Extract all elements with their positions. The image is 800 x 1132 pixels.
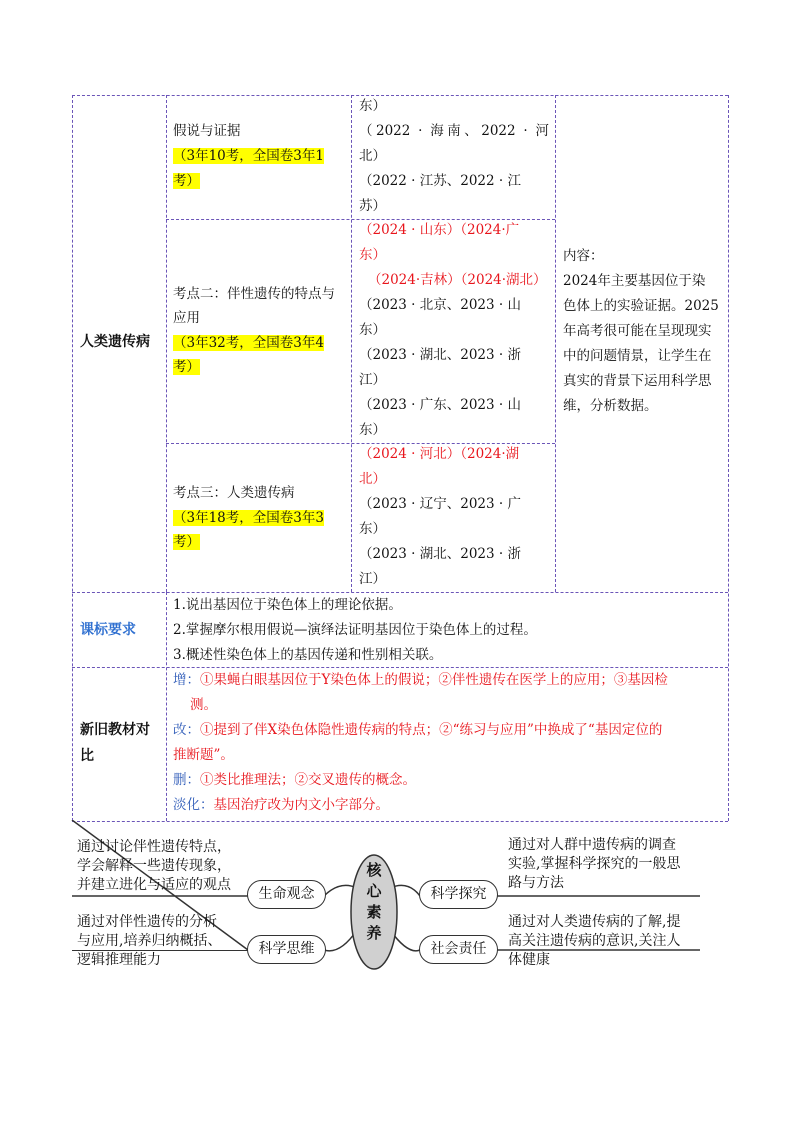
curriculum-item: 2.掌握摩尔根用假说—演绎法证明基因位于染色体上的过程。 bbox=[173, 622, 537, 638]
changed-content-cont: 推断题”。 bbox=[173, 747, 234, 763]
exam-line: 东） bbox=[359, 422, 386, 438]
topic-frequency-cont: 考） bbox=[173, 173, 200, 189]
topic-frequency-cont: 考） bbox=[173, 359, 200, 375]
scientific-inquiry-text: 通过对人群中遗传病的调查 实验,掌握科学探究的一般思 路与方法 bbox=[508, 837, 681, 891]
exam-line: （2023 · 湖北、2023 · 浙 bbox=[359, 546, 521, 562]
exam-line: 江） bbox=[359, 571, 386, 587]
curriculum-item: 1.说出基因位于染色体上的理论依据。 bbox=[173, 597, 402, 613]
exam-line-2024: 东） bbox=[359, 247, 386, 263]
exam-line: （2022 · 海南、2022 · 河 bbox=[359, 123, 549, 139]
life-concept-box: 生命观念 bbox=[247, 880, 326, 909]
added-content-cont: 测。 bbox=[190, 697, 217, 713]
social-responsibility-text: 通过对人类遗传病的了解,提 高关注遗传病的意识,关注人 体健康 bbox=[508, 914, 681, 968]
curriculum-label: 课标要求 bbox=[80, 622, 136, 638]
social-responsibility-box: 社会责任 bbox=[419, 935, 498, 964]
exam-line-2024: （2024 · 山东）（2024·广 bbox=[359, 222, 520, 238]
content-line: 真实的背景下运用科学思 bbox=[563, 373, 712, 389]
deleted-content: 删：①类比推理法；②交叉遗传的概念。 bbox=[173, 772, 416, 788]
topic-title: 假说与证据 bbox=[173, 123, 241, 139]
content-line: 年高考很可能在呈现现实 bbox=[563, 323, 712, 339]
exam-line: 东） bbox=[359, 322, 386, 338]
content-line: 中的问题情景，让学生在 bbox=[563, 348, 712, 364]
curriculum-item: 3.概述性染色体上的基因传递和性别相关联。 bbox=[173, 647, 443, 663]
scientific-thinking-box: 科学思维 bbox=[247, 935, 326, 964]
topic-frequency: （3年10考，全国卷3年1 bbox=[173, 148, 324, 164]
changed-content: 改：①提到了伴X染色体隐性遗传病的特点；②“练习与应用”中换成了“基因定位的 bbox=[173, 722, 663, 738]
exam-line-2024: 北） bbox=[359, 471, 386, 487]
content-line: 色体上的实验证据。2025 bbox=[563, 298, 719, 314]
scientific-thinking-text: 通过对伴性遗传的分析 与应用,培养归纳概括、 逻辑推理能力 bbox=[77, 914, 222, 968]
exam-line: 苏） bbox=[359, 198, 386, 214]
topic-title: 考点三：人类遗传病 bbox=[173, 485, 295, 501]
exam-line: 东） bbox=[359, 98, 386, 114]
topic-title-cont: 应用 bbox=[173, 310, 200, 326]
exam-line: （2023 · 辽宁、2023 · 广 bbox=[359, 496, 521, 512]
exam-line: （2023 · 广东、2023 · 山 bbox=[359, 397, 521, 413]
section-label: 人类遗传病 bbox=[80, 334, 150, 350]
scientific-inquiry-box: 科学探究 bbox=[419, 880, 498, 909]
comparison-label-cont: 比 bbox=[80, 748, 94, 764]
added-content: 增：①果蝇白眼基因位于Y染色体上的假说；②伴性遗传在医学上的应用；③基因检 bbox=[173, 672, 668, 688]
core-literacy-center: 核 心 素 养 bbox=[366, 861, 382, 942]
content-label: 内容： bbox=[563, 248, 604, 264]
exam-line: 东） bbox=[359, 521, 386, 537]
exam-line: （2023 · 北京、2023 · 山 bbox=[359, 297, 521, 313]
content-line: 2024年主要基因位于染 bbox=[563, 273, 706, 289]
content-line: 维，分析数据。 bbox=[563, 398, 658, 414]
exam-line: 江） bbox=[359, 372, 386, 388]
topic-frequency: （3年18考，全国卷3年3 bbox=[173, 510, 324, 526]
topic-frequency: （3年32考，全国卷3年4 bbox=[173, 335, 324, 351]
exam-line-2024: （2024 · 河北）（2024·湖 bbox=[359, 446, 520, 462]
topic-frequency-cont: 考） bbox=[173, 534, 200, 550]
exam-line: 北） bbox=[359, 148, 386, 164]
exam-line-2024: （2024·吉林）（2024·湖北） bbox=[368, 272, 547, 288]
exam-line: （2022 · 江苏、2022 · 江 bbox=[359, 173, 521, 189]
exam-line: （2023 · 湖北、2023 · 浙 bbox=[359, 347, 521, 363]
comparison-label: 新旧教材对 bbox=[80, 722, 150, 738]
topic-title: 考点二：伴性遗传的特点与 bbox=[173, 286, 335, 302]
life-concept-text: 通过讨论伴性遗传特点， 学会解释一些遗传现象， 并建立进化与适应的观点 bbox=[77, 839, 231, 893]
weakened-content: 淡化：基因治疗改为内文小字部分。 bbox=[173, 797, 389, 813]
